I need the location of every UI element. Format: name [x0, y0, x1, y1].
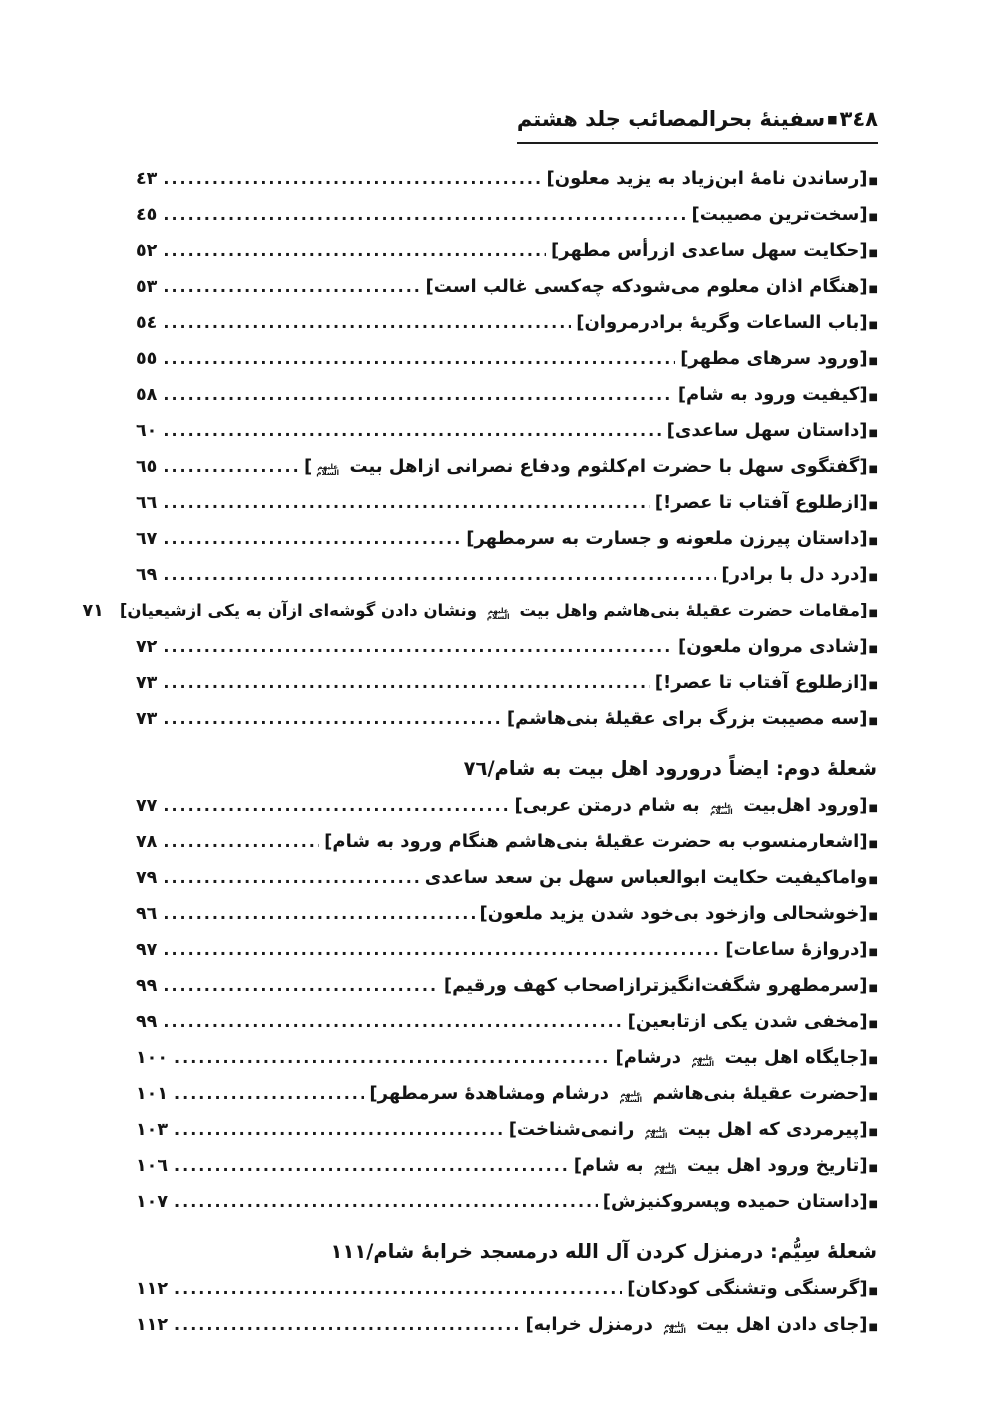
- bullet-square-icon: ■: [868, 500, 878, 511]
- running-head: [517, 104, 878, 144]
- toc-entry-title: [هنگام اذان معلوم می‌شودکه چه‌کسی غالب است]: [425, 276, 868, 297]
- toc-entry-page-number: ٥٣: [136, 277, 158, 297]
- toc-entry: [82, 594, 878, 630]
- toc-entry-title: [سخت‌ترین مصیبت]: [691, 204, 868, 225]
- toc-entry: [136, 1113, 878, 1149]
- dotted-leader: [163, 342, 675, 375]
- dotted-leader: [163, 414, 661, 447]
- toc-entry: [136, 933, 878, 969]
- toc-entry-page-number: ٦٥: [136, 457, 158, 477]
- bullet-square-icon: ■: [868, 983, 878, 994]
- bullet-square-icon: ■: [868, 428, 878, 439]
- bullet-square-icon: ■: [868, 176, 878, 187]
- bullet-square-icon: ■: [868, 680, 878, 691]
- dotted-leader: [163, 666, 649, 699]
- toc-entry-title: [تاریخ ورود اهل بیت علیهم السلام به شام]: [573, 1155, 868, 1176]
- toc-entry: [136, 789, 878, 825]
- bullet-square-icon: ■: [868, 803, 878, 814]
- toc-entry-title: [حکایت سهل ساعدی ازرأس مطهر]: [551, 240, 868, 261]
- toc-entry: [136, 450, 878, 486]
- toc-entry-page-number: ١٠٧: [136, 1192, 169, 1212]
- toc-entry-title: [خوشحالی وازخود بی‌خود شدن یزید ملعون]: [479, 903, 868, 924]
- toc-entry-page-number: ١٠٦: [136, 1156, 169, 1176]
- running-head-page-number: ٣٤٨: [839, 107, 878, 131]
- toc-entry-title: [دروازهٔ ساعات]: [725, 939, 868, 960]
- toc-entry: [136, 342, 878, 378]
- page-header: [136, 104, 878, 144]
- toc-entry: [136, 306, 878, 342]
- toc-entry-page-number: ٧٣: [136, 673, 158, 693]
- bullet-square-icon: ■: [868, 1199, 878, 1210]
- dotted-leader: [174, 1077, 364, 1110]
- toc-entry-page-number: ٤٥: [136, 205, 158, 225]
- toc-entry: [136, 270, 878, 306]
- toc-entry-page-number: ١٠٣: [136, 1120, 169, 1140]
- toc-entry-page-number: ٥٥: [136, 349, 158, 369]
- bullet-square-icon: ■: [868, 536, 878, 547]
- toc-entry-page-number: ٦٧: [136, 529, 158, 549]
- toc-entry-page-number: ٧١: [82, 601, 104, 621]
- honorific-alayhim-assalam-icon: علیهم السلام: [710, 801, 733, 816]
- toc-entry-title: [گرسنگی وتشنگی کودکان]: [627, 1278, 868, 1299]
- dotted-leader: [174, 1308, 520, 1341]
- toc-entry-page-number: ٧٧: [136, 796, 158, 816]
- toc-entry: [136, 825, 878, 861]
- toc-entry-title: [گفتگوی سهل با حضرت ام‌کلثوم ودفاع نصرانی ازاهل بیت علیهم السلام]: [303, 456, 868, 477]
- toc-entry: [136, 414, 878, 450]
- toc-entry-page-number: ٩٧: [136, 940, 158, 960]
- dotted-leader: [163, 522, 461, 555]
- honorific-alayhim-assalam-icon: علیهم السلام: [486, 606, 510, 621]
- toc-entry-title: [شادی مروان ملعون]: [678, 636, 868, 657]
- dotted-leader: [163, 1005, 622, 1038]
- bullet-square-icon: ■: [868, 1286, 878, 1297]
- honorific-alayhim-assalam-icon: علیهم السلام: [619, 1089, 643, 1104]
- toc-entry-page-number: ٤٣: [136, 169, 158, 189]
- bullet-square-icon: ■: [868, 1091, 878, 1102]
- toc-entry-page-number: ٥٢: [136, 241, 158, 261]
- toc-list: [82, 162, 878, 1344]
- toc-entry-title: [جایگاه اهل بیت علیهم السلام درشام]: [615, 1047, 868, 1068]
- dotted-leader: [163, 306, 571, 339]
- toc-entry: [136, 558, 878, 594]
- dotted-leader: [174, 1041, 611, 1074]
- toc-entry: [136, 666, 878, 702]
- bullet-square-icon: ■: [868, 644, 878, 655]
- toc-entry: [136, 1149, 878, 1185]
- toc-entry-page-number: ٩٩: [136, 976, 158, 996]
- toc-entry-page-number: ٥٤: [136, 313, 158, 333]
- toc-entry: [136, 1272, 878, 1308]
- toc-entry-title: [سه مصیبت بزرگ برای عقیلهٔ بنی‌هاشم]: [506, 708, 868, 729]
- honorific-alayhim-assalam-icon: علیهم السلام: [691, 1053, 715, 1068]
- bullet-square-icon: ■: [868, 839, 878, 850]
- dotted-leader: [174, 1272, 622, 1305]
- toc-entry-page-number: ٧٩: [136, 868, 158, 888]
- toc-entry-title: [پیرمردی که اهل بیت علیهم السلام رانمی‌شناخت]: [508, 1119, 868, 1140]
- toc-entry-title: [مخفی شدن یکی ازتابعین]: [627, 1011, 868, 1032]
- bullet-square-icon: ■: [868, 248, 878, 259]
- dotted-leader: [174, 1185, 598, 1218]
- toc-entry: [136, 378, 878, 414]
- toc-entry-title: [داستان حمیده وپسروکنیزش]: [602, 1191, 868, 1212]
- toc-entry-title: [سرمطهرو شگفت‌انگیزترازاصحاب کهف ورقیم]: [443, 975, 868, 996]
- dotted-leader: [163, 270, 420, 303]
- toc-entry-page-number: ١١٢: [136, 1315, 169, 1335]
- toc-entry: [136, 1308, 878, 1344]
- bullet-square-icon: ■: [868, 572, 878, 583]
- square-separator-icon: ■: [827, 113, 838, 126]
- dotted-leader: [163, 486, 649, 519]
- toc-entry: [136, 861, 878, 897]
- toc-entry-page-number: ٩٩: [136, 1012, 158, 1032]
- section-heading: شعلهٔ سِیُّم: درمنزل کردن آل الله درمسجد خرابهٔ شام/١١١: [330, 1240, 877, 1263]
- dotted-leader: [163, 702, 502, 735]
- toc-entry: [136, 630, 878, 666]
- toc-entry: [136, 969, 878, 1005]
- toc-entry-page-number: ٩٦: [136, 904, 158, 924]
- toc-entry: [136, 162, 878, 198]
- toc-entry-title: [داستان سهل ساعدی]: [666, 420, 868, 441]
- dotted-leader: [163, 789, 509, 822]
- toc-entry-page-number: ٥٨: [136, 385, 158, 405]
- bullet-square-icon: ■: [868, 1127, 878, 1138]
- honorific-alayhim-assalam-icon: علیهم السلام: [653, 1161, 677, 1176]
- dotted-leader: [163, 897, 474, 930]
- toc-entry-title: [مقامات حضرت عقیلهٔ بنی‌هاشم واهل بیت علیهم السلام ونشان دادن گوشه‌ای ازآن به یکی ازشیعیان]: [119, 601, 868, 621]
- dotted-leader: [163, 450, 299, 483]
- toc-entry: [136, 1005, 878, 1041]
- toc-entry: [136, 198, 878, 234]
- toc-entry: [136, 1077, 878, 1113]
- dotted-leader: [163, 198, 686, 231]
- toc-entry-title: [ورود سرهای مطهر]: [680, 348, 868, 369]
- toc-entry-title: [رساندن نامهٔ ابن‌زیاد به یزید معلون]: [546, 168, 868, 189]
- honorific-alayhim-assalam-icon: علیهم السلام: [663, 1320, 686, 1335]
- toc-entry-title: [جای دادن اهل بیت علیهم السلام درمنزل خرابه]: [525, 1314, 868, 1335]
- bullet-square-icon: ■: [868, 284, 878, 295]
- toc-entry-title: [کیفیت ورود به شام]: [677, 384, 868, 405]
- dotted-leader: [163, 825, 319, 858]
- dotted-leader: [163, 933, 720, 966]
- bullet-square-icon: ■: [868, 947, 878, 958]
- dotted-leader: [163, 861, 419, 894]
- toc-entry: [136, 1041, 878, 1077]
- bullet-square-icon: ■: [868, 875, 878, 886]
- dotted-leader: [163, 630, 673, 663]
- toc-entry-title: [باب الساعات وگریهٔ برادرمروان]: [576, 312, 868, 333]
- toc-entry-title: [حضرت عقیلهٔ بنی‌هاشم علیهم السلام درشام ومشاهدهٔ سرمطهر]: [369, 1083, 868, 1104]
- dotted-leader: [163, 234, 546, 267]
- dotted-leader: [163, 969, 438, 1002]
- toc-entry-page-number: ١١٢: [136, 1279, 169, 1299]
- toc-entry-title: [داستان پیرزن ملعونه و جسارت به سرمطهر]: [466, 528, 868, 549]
- toc-entry-title: [اشعارمنسوب به حضرت عقیلهٔ بنی‌هاشم هنگام ورود به شام]: [324, 831, 868, 852]
- book-title: سفینهٔ بحرالمصائب جلد هشتم: [516, 107, 826, 131]
- toc-entry-page-number: ٧٣: [136, 709, 158, 729]
- toc-entry-page-number: ١٠١: [136, 1084, 169, 1104]
- toc-entry-title: [ورود اهل‌بیت علیهم السلام به شام درمتن عربی]: [514, 795, 868, 816]
- bullet-square-icon: ■: [868, 320, 878, 331]
- dotted-leader: [174, 1149, 569, 1182]
- toc-entry-page-number: ٧٢: [136, 637, 158, 657]
- dotted-leader: [163, 558, 716, 591]
- honorific-alayhim-assalam-icon: علیهم السلام: [644, 1125, 668, 1140]
- bullet-square-icon: ■: [868, 1055, 878, 1066]
- toc-entry: [136, 486, 878, 522]
- bullet-square-icon: ■: [868, 212, 878, 223]
- toc-entry-page-number: ١٠٠: [136, 1048, 169, 1068]
- dotted-leader: [163, 378, 672, 411]
- dotted-leader: [163, 162, 541, 195]
- toc-entry-page-number: ٦٦: [136, 493, 158, 513]
- toc-entry: [136, 897, 878, 933]
- bullet-square-icon: ■: [868, 911, 878, 922]
- bullet-square-icon: ■: [868, 464, 878, 475]
- toc-entry-page-number: ٦٠: [136, 421, 158, 441]
- toc-entry-title: واماکیفیت حکایت ابوالعباس سهل بن سعد ساعدی: [424, 867, 868, 888]
- bullet-square-icon: ■: [868, 716, 878, 727]
- toc-entry: [136, 234, 878, 270]
- section-heading: شعلهٔ دوم: ایضاً درورود اهل بیت به شام/٧٦: [463, 757, 877, 780]
- toc-entry: [136, 702, 878, 738]
- bullet-square-icon: ■: [868, 1019, 878, 1030]
- toc-entry-title: [ازطلوع آفتاب تا عصر!]: [654, 492, 868, 513]
- bullet-square-icon: ■: [868, 392, 878, 403]
- bullet-square-icon: ■: [868, 1163, 878, 1174]
- toc-entry: [136, 522, 878, 558]
- bullet-square-icon: ■: [868, 356, 878, 367]
- toc-entry-title: [ازطلوع آفتاب تا عصر!]: [654, 672, 868, 693]
- honorific-alayhim-assalam-icon: علیهم السلام: [316, 462, 340, 477]
- bullet-square-icon: ■: [868, 1322, 878, 1333]
- toc-entry-page-number: ٦٩: [136, 565, 158, 585]
- toc-entry-title: [درد دل با برادر]: [721, 564, 868, 585]
- bullet-square-icon: ■: [868, 608, 878, 619]
- toc-entry: [136, 1185, 878, 1221]
- dotted-leader: [174, 1113, 504, 1146]
- toc-entry-page-number: ٧٨: [136, 832, 158, 852]
